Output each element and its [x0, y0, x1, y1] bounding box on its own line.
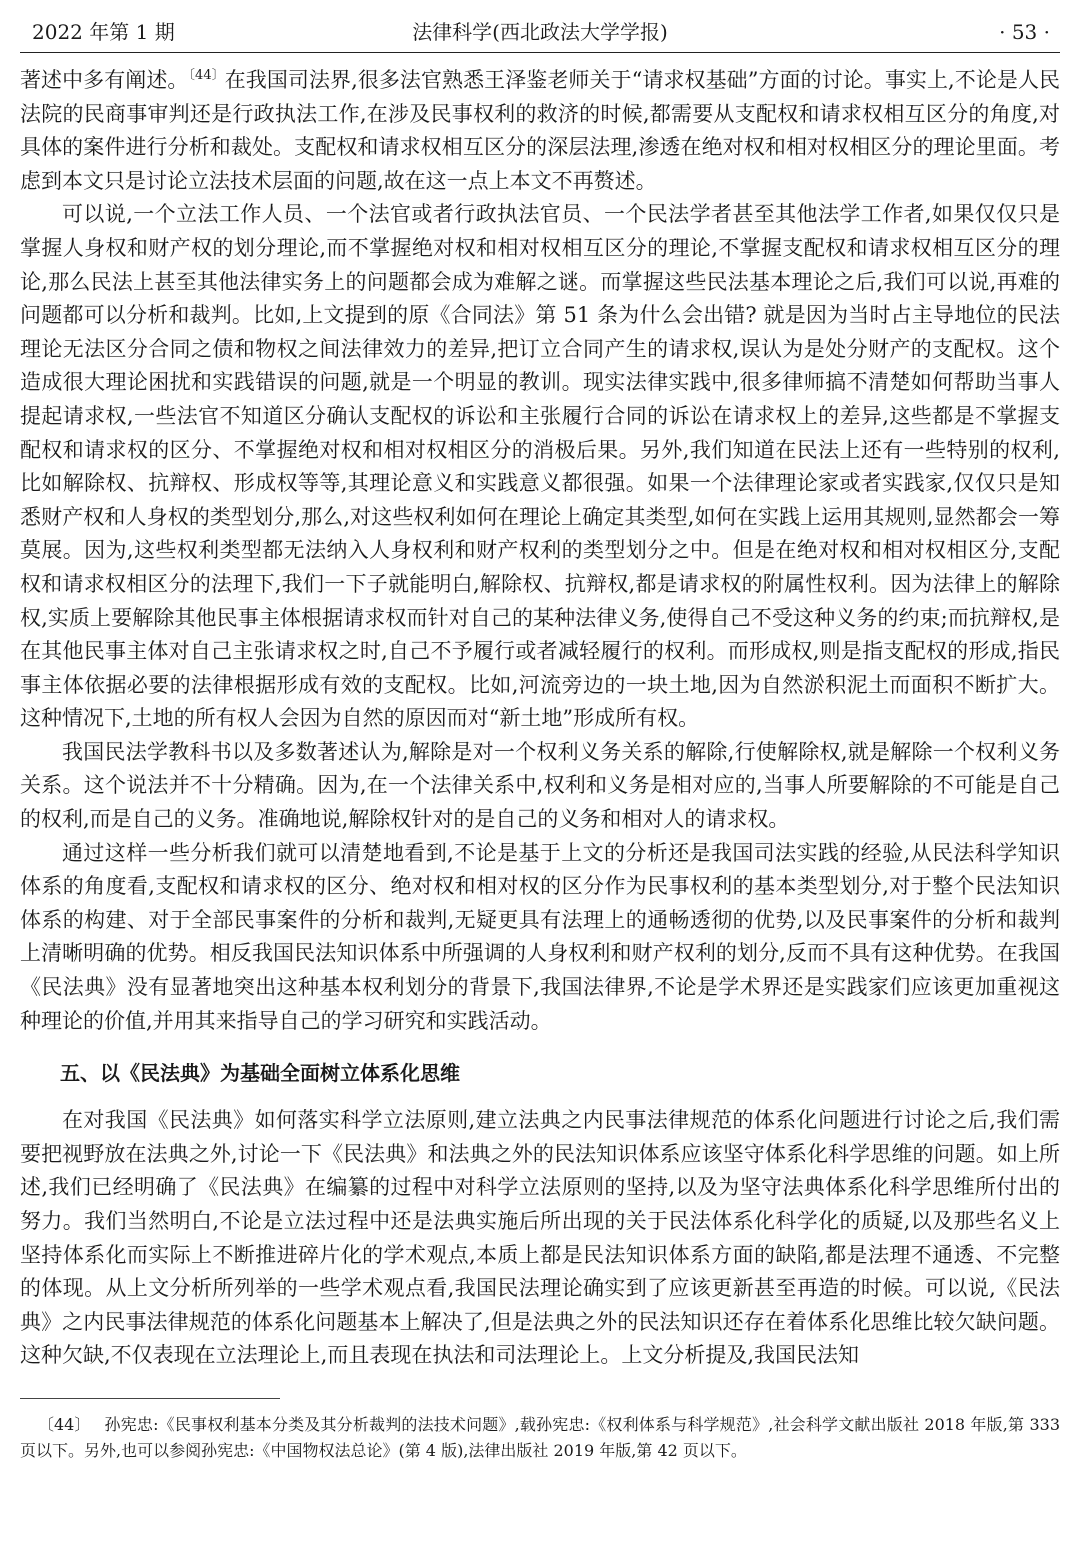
footnote-divider	[20, 1398, 280, 1399]
journal-title: 法律科学(西北政法大学学报)	[412, 20, 668, 44]
page-number: · 53 ·	[999, 20, 1050, 44]
footnote-mark: 〔44〕	[38, 1415, 91, 1434]
paragraph-text: 著述中多有阐述。	[20, 68, 189, 92]
article-body	[20, 64, 1060, 1373]
section-heading: 五、以《民法典》为基础全面树立体系化思维	[60, 1061, 460, 1086]
paragraph-text: 在我国司法界,很多法官熟悉王泽鉴老师关于“请求权基础”方面的讨论。事实上,不论是人民法院的民商事审判还是行政执法工作,在涉及民事权利的救济的时候,都需要从支配权和请求权相互区分的角度,对具体的案件进行分析和裁处。支配权和请求权相互区分的深层法理,渗透在绝对权和相对权相区分的理论里面。考虑到本文只是讨论立法技术层面的问题,故在这一点上本文不再赘述。	[20, 68, 1061, 193]
footnote-text: 孙宪忠:《民事权利基本分类及其分析裁判的法技术问题》,载孙宪忠:《权利体系与科学规范》,社会科学文献出版社 2018 年版,第 333 页以下。另外,也可以参阅孙宪忠:《中国物权法总论》(第 4 版),法律出版社 2019 年版,第 42 页以下。	[20, 1415, 1060, 1460]
footnote	[20, 1412, 1060, 1464]
paragraph: 可以说,一个立法工作人员、一个法官或者行政执法官员、一个民法学者甚至其他法学工作者,如果仅仅只是掌握人身权和财产权的划分理论,而不掌握绝对权和相对权相互区分的理论,不掌握支配权和请求权相互区分的理论,那么民法上甚至其他法律实务上的问题都会成为难解之谜。而掌握这些民法基本理论之后,我们可以说,再难的问题都可以分析和裁判。比如,上文提到的原《合同法》第 51 条为什么会出错? 就是因为当时占主导地位的民法理论无法区分合同之债和物权之间法律效力的差异,把订立合同产生的请求权,误认为是处分财产的支配权。这个造成很大理论困扰和实践错误的问题,就是一个明显的教训。现实法律实践中,很多律师搞不清楚如何帮助当事人提起请求权,一些法官不知道区分确认支配权的诉讼和主张履行合同的诉讼在请求权上的差异,这些都是不掌握支配权和请求权的区分、不掌握绝对权和相对权相区分的消极后果。另外,我们知道在民法上还有一些特别的权利,比如解除权、抗辩权、形成权等等,其理论意义和实践意义都很强。如果一个法律理论家或者实践家,仅仅只是知悉财产权和人身权的类型划分,那么,对这些权利如何在理论上确定其类型,如何在实践上运用其规则,显然都会一筹莫展。因为,这些权利类型都无法纳入人身权利和财产权利的类型划分之中。但是在绝对权和相对权相区分,支配权和请求权相区分的法理下,我们一下子就能明白,解除权、抗辩权,都是请求权的附属性权利。因为法律上的解除权,实质上要解除其他民事主体根据请求权而针对自己的某种法律义务,使得自己不受这种义务的约束;而抗辩权,是在其他民事主体对自己主张请求权之时,自己不予履行或者减轻履行的权利。而形成权,则是指支配权的形成,指民事主体依据必要的法律根据形成有效的支配权。比如,河流旁边的一块土地,因为自然淤积泥土而面积不断扩大。这种情况下,土地的所有权人会因为自然的原因而对“新土地”形成所有权。	[20, 202, 1060, 731]
paragraph: 通过这样一些分析我们就可以清楚地看到,不论是基于上文的分析还是我国司法实践的经验,从民法科学知识体系的角度看,支配权和请求权的区分、绝对权和相对权的区分作为民事权利的基本类型划分,对于整个民法知识体系的构建、对于全部民事案件的分析和裁判,无疑更具有法理上的通畅透彻的优势,以及民事案件的分析和裁判上清晰明确的优势。相反我国民法知识体系中所强调的人身权利和财产权利的划分,反而不具有这种优势。在我国《民法典》没有显著地突出这种基本权利划分的背景下,我国法律界,不论是学术界还是实践家们应该更加重视这种理论的价值,并用其来指导自己的学习研究和实践活动。	[20, 840, 1060, 1033]
paragraph-continuation	[20, 64, 1060, 198]
running-header	[20, 12, 1060, 53]
paragraph: 我国民法学教科书以及多数著述认为,解除是对一个权利义务关系的解除,行使解除权,就是解除一个权利义务关系。这个说法并不十分精确。因为,在一个法律关系中,权利和义务是相对应的,当事人所要解除的不可能是自己的权利,而是自己的义务。准确地说,解除权针对的是自己的义务和相对人的请求权。	[20, 739, 1060, 832]
footnote-reference[interactable]: 〔44〕	[188, 68, 225, 83]
issue-label: 2022 年第 1 期	[32, 20, 175, 44]
paragraph: 在对我国《民法典》如何落实科学立法原则,建立法典之内民事法律规范的体系化问题进行讨论之后,我们需要把视野放在法典之外,讨论一下《民法典》和法典之外的民法知识体系应该坚守体系化科学思维的问题。如上所述,我们已经明确了《民法典》在编纂的过程中对科学立法原则的坚持,以及为坚守法典体系化科学思维所付出的努力。我们当然明白,不论是立法过程中还是法典实施后所出现的关于民法体系化科学化的质疑,以及那些名义上坚持体系化而实际上不断推进碎片化的学术观点,本质上都是民法知识体系方面的缺陷,都是法理不通透、不完整的体现。从上文分析所列举的一些学术观点看,我国民法理论确实到了应该更新甚至再造的时候。可以说,《民法典》之内民事法律规范的体系化问题基本上解决了,但是法典之外的民法知识还存在着体系化思维比较欠缺问题。这种欠缺,不仅表现在立法理论上,而且表现在执法和司法理论上。上文分析提及,我国民法知	[20, 1108, 1060, 1368]
